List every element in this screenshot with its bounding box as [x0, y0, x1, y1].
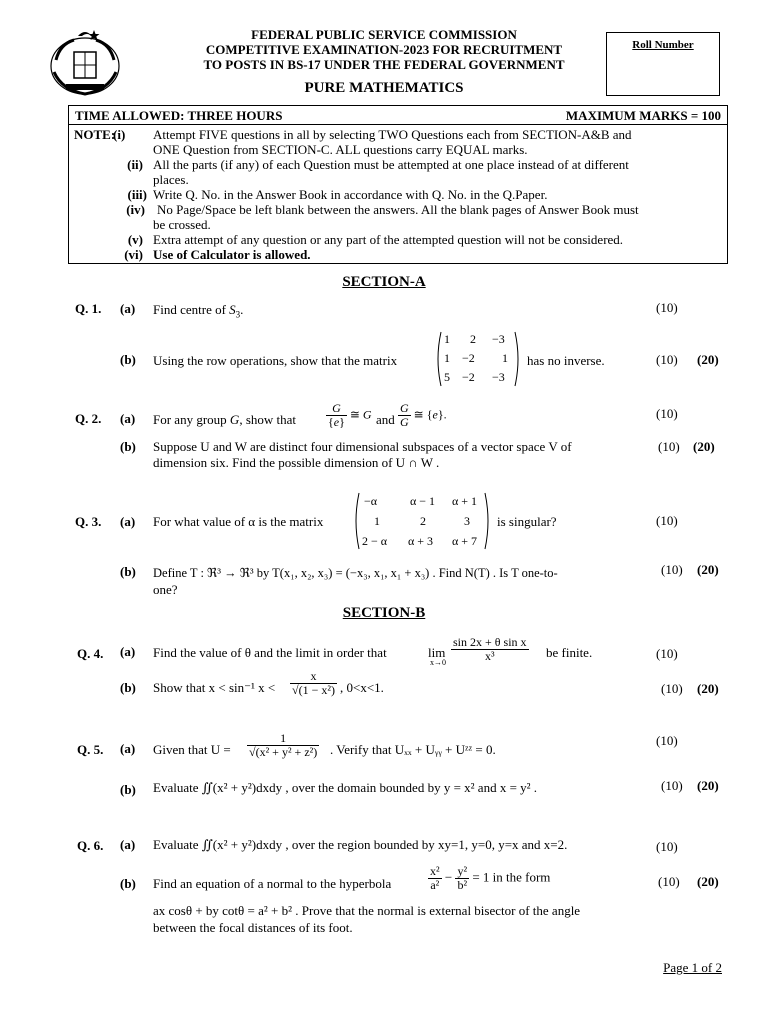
q2a-text: For any group G, show that: [153, 412, 297, 427]
q2b-line-1: Suppose U and W are distinct four dimensional subspaces of a vector space V of: [153, 439, 572, 454]
q6a-marks: (10): [656, 839, 678, 854]
matrix-cell: −α: [364, 494, 378, 508]
matrix-cell: −2: [462, 370, 475, 384]
q1a-marks: (10): [656, 300, 678, 315]
roll-number-label: Roll Number: [632, 39, 694, 51]
matrix-cell: 1: [444, 351, 450, 365]
note-5-line-1: Extra attempt of any question or any part of the attempted question will not be considered.: [153, 232, 624, 247]
matrix-cell: α + 1: [452, 494, 478, 508]
matrix-cell: 2: [470, 332, 476, 346]
q3b-line-1: Define T : ℜ³ → ℜ³ by T(x₁, x₂, x₃) = (−x₃, x₁, x₁ + x₃) . Find N(T) . Is T one-to-: [153, 566, 558, 580]
q6b-hyperbola-equation: $\frac{\text{x²}}{\text{a²}}$ − $\frac{\text{y²}}{\text{b²}}$ = 1 in the form: [430, 864, 551, 892]
instructions-box: [68, 124, 728, 264]
note-num-2: (ii): [127, 157, 143, 172]
q3b-label: (b): [120, 564, 136, 579]
q1a-label: (a): [120, 301, 136, 316]
q3a-text: For what value of α is the matrix: [153, 514, 324, 529]
q4-total-marks: (20): [697, 681, 719, 696]
matrix-cell: −3: [492, 370, 505, 384]
matrix-cell: α + 7: [452, 534, 478, 548]
examination-title: COMPETITIVE EXAMINATION-2023 FOR RECRUITMENT: [205, 42, 563, 57]
matrix-cell: α − 1: [410, 494, 436, 508]
note-4-line-1: No Page/Space be left blank between the answers. All the blank pages of Answer Book must: [157, 202, 639, 217]
matrix-cell: −3: [492, 332, 505, 346]
note-1-line-2: ONE Question from SECTION-C. ALL questions carry EQUAL marks.: [153, 142, 528, 157]
exam-info-bar: [68, 105, 728, 125]
subject-title: PURE MATHEMATICS: [304, 80, 464, 96]
q4a-marks: (10): [656, 646, 678, 661]
q6b-line-3: between the focal distances of its foot.: [153, 920, 353, 935]
q5a-text: Given that U =: [153, 742, 231, 757]
q1a-text: Find centre of $S_3$.: [153, 302, 244, 320]
q2b-label: (b): [120, 439, 136, 454]
note-2-line-1: All the parts (if any) of each Question must be attempted at one place instead of at different: [153, 157, 629, 172]
note-4-line-2: be crossed.: [153, 217, 211, 232]
q4b-label: (b): [120, 680, 136, 695]
q6-number: Q. 6.: [77, 838, 104, 853]
q4b-fraction: $\frac{x}{\text{√(1 − x²)}}$: [292, 669, 335, 697]
q1b-text-end: has no inverse.: [527, 353, 605, 368]
matrix-cell: 1: [374, 514, 380, 528]
q5b-text: Evaluate ∬(x² + y²)dxdy , over the domain bounded by y = x² and x = y² .: [153, 780, 538, 795]
q1b-matrix: [434, 330, 522, 388]
matrix-cell: α + 3: [408, 534, 434, 548]
q6a-label: (a): [120, 837, 136, 852]
q5b-marks: (10): [661, 778, 683, 793]
matrix-cell: 5: [444, 370, 450, 384]
q2a-quotient-1: $\frac{G}{\{e\}}$ ≅ G: [328, 401, 372, 429]
note-num-1: (i): [113, 127, 126, 142]
note-num-3: (iii): [127, 187, 147, 202]
q2-number: Q. 2.: [75, 411, 102, 426]
q3-total-marks: (20): [697, 562, 719, 577]
matrix-cell: 1: [444, 332, 450, 346]
q1-total-marks: (20): [697, 352, 719, 367]
q2a-quotient-2: $\frac{G}{G}$ ≅ {e}.: [400, 401, 447, 429]
note-num-6: (vi): [124, 247, 143, 262]
q1b-text: Using the row operations, show that the matrix: [153, 353, 398, 368]
matrix-cell: 1: [502, 351, 508, 365]
q3b-marks: (10): [661, 562, 683, 577]
matrix-cell: 2: [420, 514, 426, 528]
q3b-line-2: one?: [153, 582, 178, 597]
section-a-heading: SECTION-A: [342, 274, 426, 290]
q4a-lim: lim: [428, 645, 446, 660]
q3-number: Q. 3.: [75, 514, 102, 529]
note-2-line-2: places.: [153, 172, 189, 187]
q2a-and: and: [376, 412, 395, 427]
q4a-text: Find the value of θ and the limit in order that: [153, 645, 387, 660]
matrix-cell: 3: [464, 514, 470, 528]
q5-total-marks: (20): [697, 778, 719, 793]
q5a-label: (a): [120, 741, 136, 756]
q6b-marks: (10): [658, 874, 680, 889]
matrix-cell: 2 − α: [362, 534, 388, 548]
q4b-marks: (10): [661, 681, 683, 696]
commission-title: FEDERAL PUBLIC SERVICE COMMISSION: [251, 27, 517, 42]
note-6-line-1: Use of Calculator is allowed.: [153, 247, 311, 262]
recruitment-title: TO POSTS IN BS-17 UNDER THE FEDERAL GOVERNMENT: [203, 57, 565, 72]
q4a-fraction: $\frac{\text{sin 2x + θ sin x}}{\text{x³}}$: [453, 635, 527, 663]
q1b-marks: (10): [656, 352, 678, 367]
q5-number: Q. 5.: [77, 742, 104, 757]
q4-number: Q. 4.: [77, 646, 104, 661]
q1-number: Q. 1.: [75, 301, 102, 316]
q4a-text-end: be finite.: [546, 645, 593, 660]
note-1-line-1: Attempt FIVE questions in all by selecting TWO Questions each from SECTION-A&B and: [153, 127, 632, 142]
q3a-matrix: [352, 491, 492, 551]
q5b-label: (b): [120, 782, 136, 797]
note-num-4: (iv): [126, 202, 145, 217]
q4b-text: Show that x < sin⁻¹ x <: [153, 680, 276, 695]
q6b-line-2: ax cosθ + by cotθ = a² + b² . Prove that the normal is external bisector of the angle: [153, 903, 581, 918]
q6b-label: (b): [120, 876, 136, 891]
q6a-text: Evaluate ∬(x² + y²)dxdy , over the region bounded by xy=1, y=0, y=x and x=2.: [153, 837, 568, 852]
q5a-marks: (10): [656, 733, 678, 748]
q2a-label: (a): [120, 411, 136, 426]
note-3-line-1: Write Q. No. in the Answer Book in accordance with Q. No. in the Q.Paper.: [153, 187, 548, 202]
page-number: Page 1 of 2: [663, 960, 722, 975]
q4a-lim-sub: x→0: [430, 658, 446, 667]
q1b-label: (b): [120, 352, 136, 367]
time-allowed: TIME ALLOWED: THREE HOURS: [75, 108, 283, 123]
q2-total-marks: (20): [693, 439, 715, 454]
q5a-fraction: $\frac{1}{\text{√(x² + y² + z²)}}$: [249, 731, 318, 759]
q6-total-marks: (20): [697, 874, 719, 889]
q4a-label: (a): [120, 644, 136, 659]
q5a-text-end: . Verify that Uₓₓ + Uᵧᵧ + Uᶻᶻ = 0.: [330, 742, 496, 757]
maximum-marks: MAXIMUM MARKS = 100: [565, 108, 721, 123]
q6b-text: Find an equation of a normal to the hyperbola: [153, 876, 392, 891]
note-label: NOTE:: [74, 127, 116, 142]
q4b-text-end: , 0<x<1.: [340, 680, 384, 695]
q3a-label: (a): [120, 514, 136, 529]
q3a-text-end: is singular?: [497, 514, 557, 529]
q2a-marks: (10): [656, 406, 678, 421]
q2b-line-2: dimension six. Find the possible dimension of U ∩ W .: [153, 455, 440, 470]
matrix-cell: −2: [462, 351, 475, 365]
q3a-marks: (10): [656, 513, 678, 528]
note-num-5: (v): [127, 232, 143, 247]
section-b-heading: SECTION-B: [342, 605, 426, 621]
q2b-marks: (10): [658, 439, 680, 454]
